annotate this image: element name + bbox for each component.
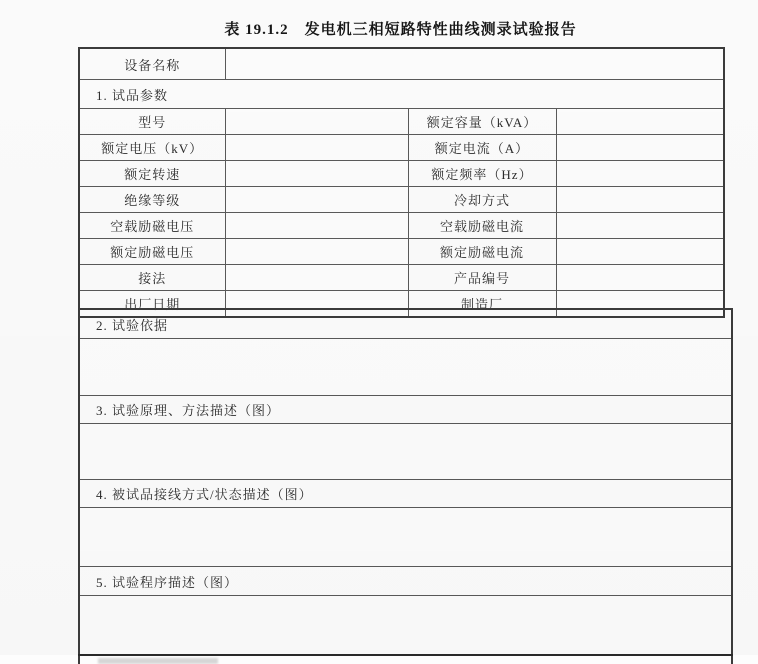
- param-label-noload-excitation-current: 空载励磁电流: [408, 213, 556, 239]
- equipment-name-value: [225, 48, 724, 80]
- param-value-model: [225, 109, 408, 135]
- param-label-manufacturer: 制造厂: [408, 291, 556, 318]
- cutoff-row: [79, 655, 732, 664]
- param-value-product-number: [556, 265, 724, 291]
- table-row: [79, 424, 732, 480]
- table-row: [79, 161, 724, 187]
- param-value-noload-excitation-current: [556, 213, 724, 239]
- param-value-cooling-method: [556, 187, 724, 213]
- section-2-header: 2. 试验依据: [79, 309, 732, 339]
- param-label-insulation-class: 绝缘等级: [79, 187, 225, 213]
- table-row: [79, 596, 732, 656]
- param-value-insulation-class: [225, 187, 408, 213]
- table-row: [79, 187, 724, 213]
- param-value-rated-capacity: [556, 109, 724, 135]
- param-value-rated-excitation-voltage: [225, 239, 408, 265]
- param-label-factory-date: 出厂日期: [79, 291, 225, 318]
- param-label-rated-excitation-voltage: 额定励磁电压: [79, 239, 225, 265]
- section-5-content: [79, 596, 732, 656]
- table-row: [79, 508, 732, 567]
- param-label-rated-capacity: 额定容量（kVA）: [408, 109, 556, 135]
- param-value-connection: [225, 265, 408, 291]
- param-label-noload-excitation-voltage: 空载励磁电压: [79, 213, 225, 239]
- parameters-table: [78, 47, 725, 318]
- sections-table: [78, 308, 733, 664]
- section-4-header: 4. 被试品接线方式/状态描述（图）: [79, 480, 732, 508]
- param-value-rated-current: [556, 135, 724, 161]
- section-2-content: [79, 339, 732, 396]
- param-label-model: 型号: [79, 109, 225, 135]
- equipment-name-label: 设备名称: [79, 48, 225, 80]
- table-row: [79, 339, 732, 396]
- param-label-connection: 接法: [79, 265, 225, 291]
- param-label-rated-excitation-current: 额定励磁电流: [408, 239, 556, 265]
- param-label-product-number: 产品编号: [408, 265, 556, 291]
- param-value-rated-excitation-current: [556, 239, 724, 265]
- param-value-rated-frequency: [556, 161, 724, 187]
- param-label-rated-frequency: 额定频率（Hz）: [408, 161, 556, 187]
- param-label-cooling-method: 冷却方式: [408, 187, 556, 213]
- table-row: [79, 309, 732, 339]
- table-row: [79, 213, 724, 239]
- table-row: [79, 80, 724, 109]
- cutoff-text-artifact: [98, 658, 218, 664]
- table-row: [79, 239, 724, 265]
- table-row: [79, 655, 732, 664]
- param-value-rated-voltage: [225, 135, 408, 161]
- table-row: [79, 265, 724, 291]
- table-row: [79, 48, 724, 80]
- param-label-rated-current: 额定电流（A）: [408, 135, 556, 161]
- param-label-rated-speed: 额定转速: [79, 161, 225, 187]
- table-row: [79, 109, 724, 135]
- param-value-rated-speed: [225, 161, 408, 187]
- section-4-content: [79, 508, 732, 567]
- section-3-content: [79, 424, 732, 480]
- table-row: [79, 567, 732, 596]
- table-row: [79, 396, 732, 424]
- param-label-rated-voltage: 额定电压（kV）: [79, 135, 225, 161]
- table-row: [79, 135, 724, 161]
- param-value-noload-excitation-voltage: [225, 213, 408, 239]
- table-row: [79, 480, 732, 508]
- document-title: 表 19.1.2 发电机三相短路特性曲线测录试验报告: [224, 22, 577, 38]
- section-3-header: 3. 试验原理、方法描述（图）: [79, 396, 732, 424]
- section-5-header: 5. 试验程序描述（图）: [79, 567, 732, 596]
- section-1-header: 1. 试品参数: [79, 80, 724, 109]
